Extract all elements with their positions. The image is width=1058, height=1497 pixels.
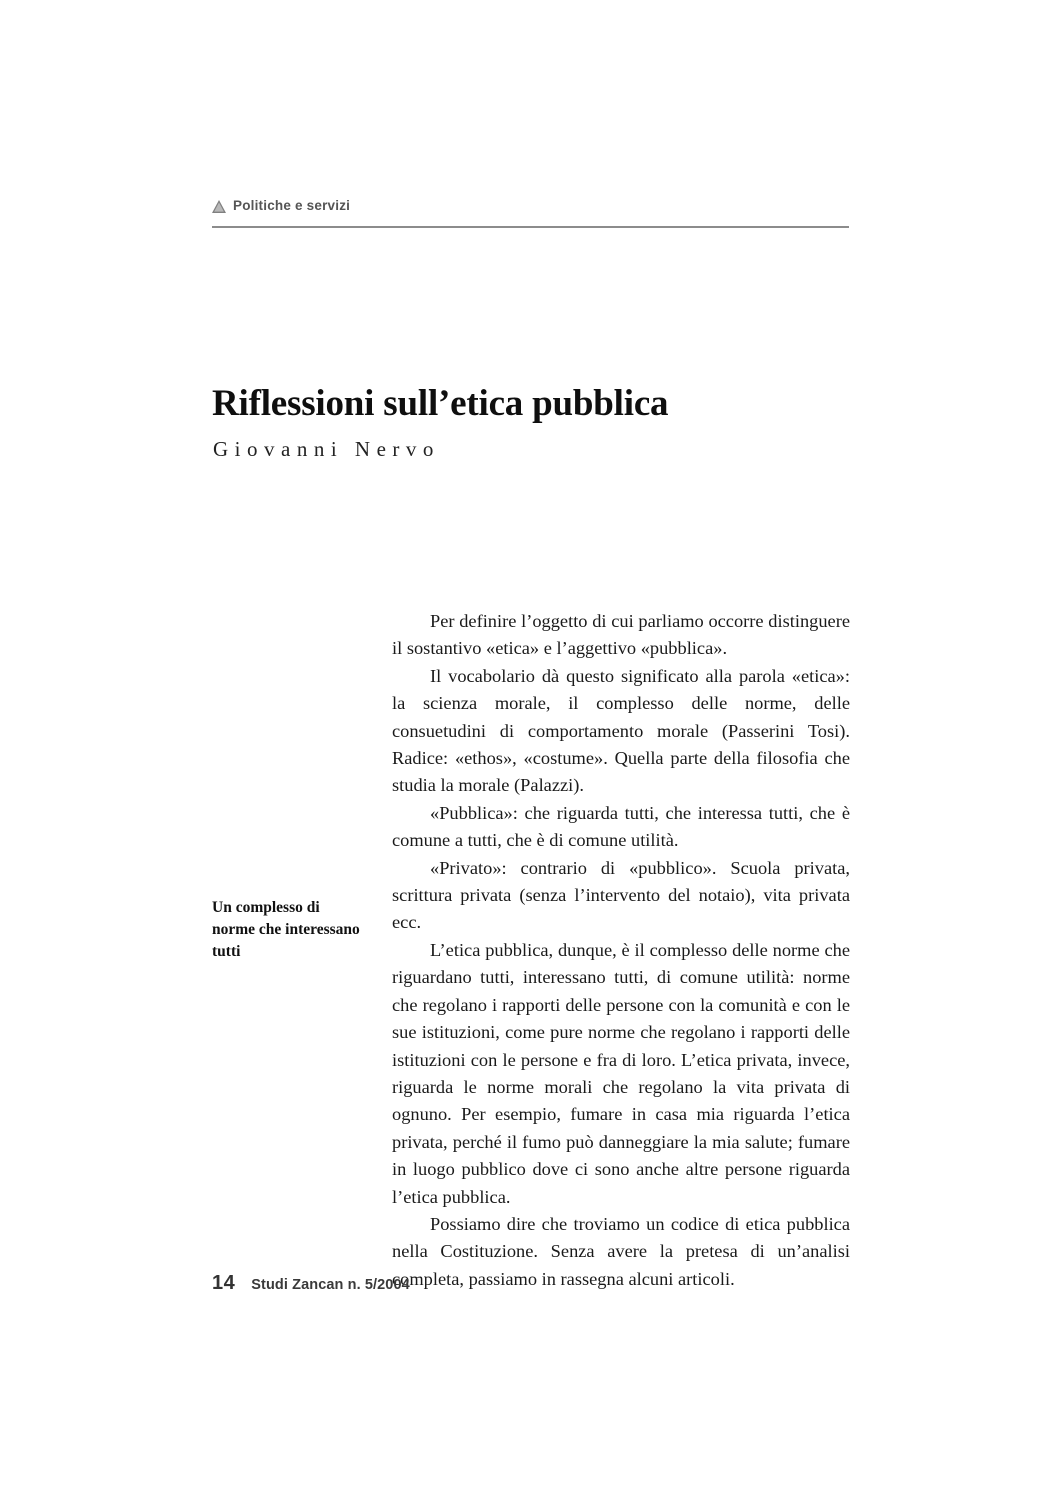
running-head-rule: [212, 226, 849, 228]
body-paragraph: Possiamo dire che troviamo un codice di etica pubblica nella Costituzione. Senza avere la pretesa di un’analisi completa, passiamo in rassegna alcuni articoli.: [392, 1213, 850, 1289]
triangle-bullet-icon: [212, 200, 226, 213]
footer-source: Studi Zancan n. 5/2004: [251, 1277, 410, 1293]
page-footer: [212, 1272, 410, 1295]
body-paragraph: Per definire l’oggetto di cui parliamo occorre distinguere il sostantivo «etica» e l’aggettivo «pubblica».: [392, 611, 850, 659]
page-number: 14: [212, 1272, 236, 1294]
body-paragraph: «Privato»: contrario di «pubblico». Scuola privata, scrittura privata (senza l’intervento del notaio), vita privata ecc.: [392, 857, 850, 933]
running-head: [212, 198, 849, 228]
running-head-label: Politiche e servizi: [233, 198, 351, 213]
page-title: Riflessioni sull’etica pubblica: [212, 382, 669, 424]
body-paragraph: L’etica pubblica, dunque, è il complesso delle norme che riguardano tutti, interessano tutti, di comune utilità: norme che regolano i rapporti delle persone con la comunità e con le sue istituzioni, come pure norme che regolano i rapporti delle istituzioni con le persone e fra di loro. L’etica privata, invece, riguarda le norme morali che regolano la vita privata di ognuno. Per esempio, fumare in casa mia riguarda l’etica privata, perché il fumo può danneggiare la mia salute; fumare in luogo pubblico dove ci sono anche altre persone riguarda l’etica pubblica.: [392, 939, 850, 1207]
body-text: [392, 608, 850, 1293]
body-paragraph: «Pubblica»: che riguarda tutti, che interessa tutti, che è comune a tutti, che è di comune utilità.: [392, 802, 850, 851]
article-author: Giovanni Nervo: [213, 437, 440, 461]
marginal-note: Un complesso di norme che interessano tutti: [212, 899, 360, 960]
body-paragraph: Il vocabolario dà questo significato alla parola «etica»: la scienza morale, il complesso delle norme, delle consuetudini di comportamento morale (Passerini Tosi). Radice: «ethos», «costume». Quella parte della filosofia che studia la morale (Palazzi).: [392, 665, 850, 796]
